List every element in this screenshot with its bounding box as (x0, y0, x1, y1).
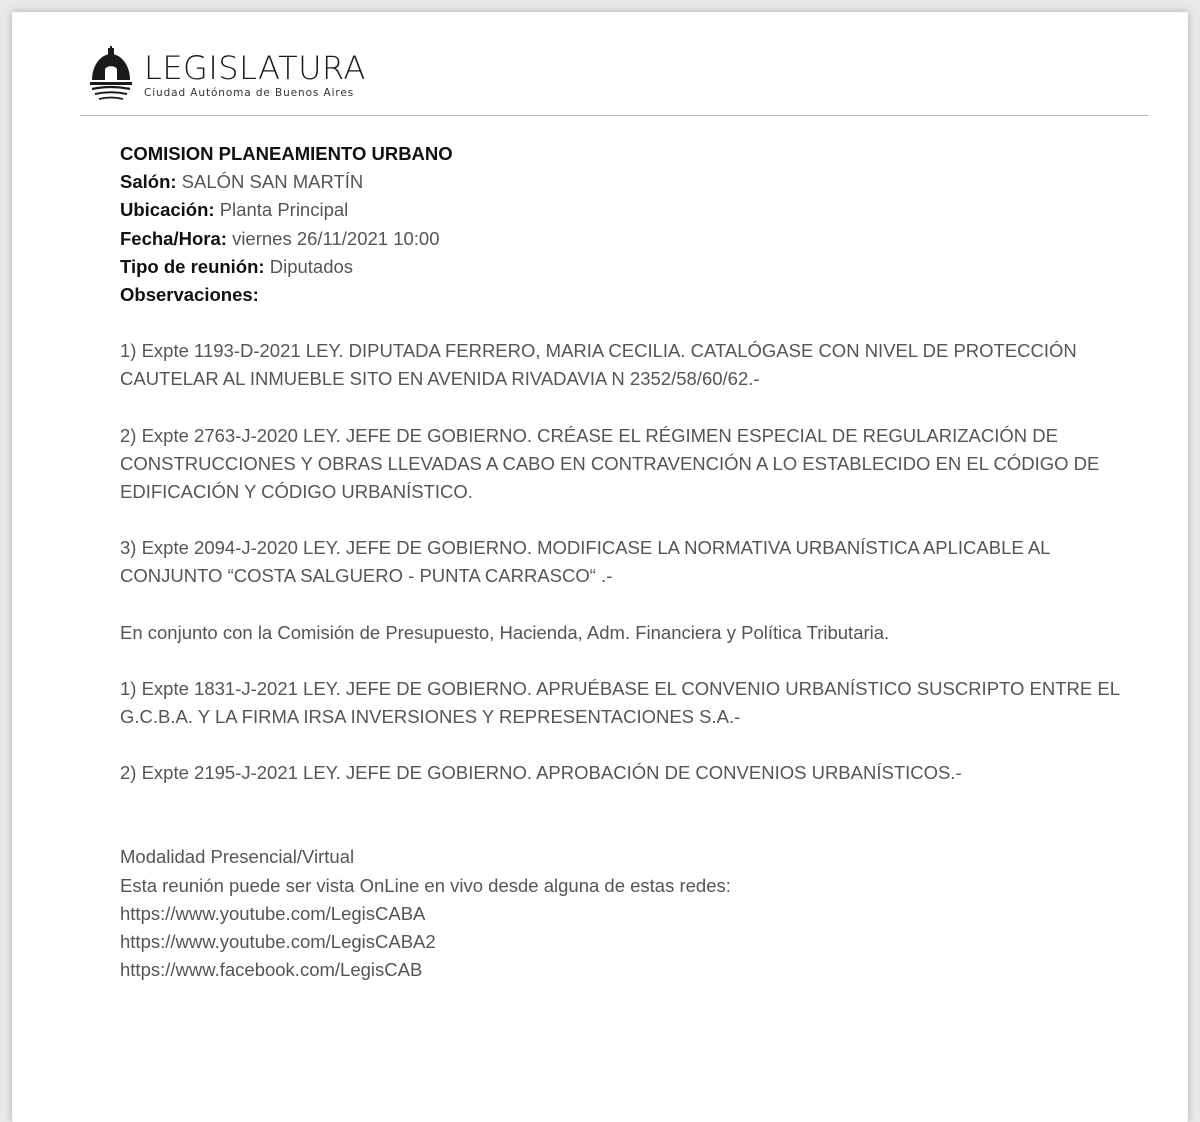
field-observaciones (120, 281, 1120, 309)
field-value: Diputados (269, 255, 354, 277)
field-tipo-reunion (120, 253, 1120, 281)
org-subtitle: Ciudad Autónoma de Buenos Aires (144, 87, 355, 99)
joint-agenda-item: 1) Expte 1831-J-2021 LEY. JEFE DE GOBIERNO. APRUÉBASE EL CONVENIO URBANÍSTICO SUSCRIPTO ENTRE EL G.C.B.A. Y LA FIRMA IRSA INVERSIONES Y REPRESENTACIONES S.A.- (120, 677, 1120, 728)
field-value: Planta Principal (219, 199, 349, 221)
field-label: Tipo de reunión: (120, 255, 265, 277)
agenda-item: 1) Expte 1193-D-2021 LEY. DIPUTADA FERRERO, MARIA CECILIA. CATALÓGASE CON NIVEL DE PROTECCIÓN CAUTELAR AL INMUEBLE SITO EN AVENIDA RIVADAVIA N 2352/58/60/62.- (120, 340, 1077, 390)
stream-note: Esta reunión puede ser vista OnLine en vivo desde alguna de estas redes: (120, 874, 731, 896)
field-label: Observaciones: (120, 284, 259, 306)
field-value: SALÓN SAN MARTÍN (181, 171, 364, 193)
legislature-dome-icon (88, 46, 134, 104)
field-label: Fecha/Hora: (120, 227, 227, 249)
header-divider (80, 115, 1148, 116)
joint-commission-note: En conjunto con la Comisión de Presupuesto, Hacienda, Adm. Financiera y Política Tributaria. (120, 621, 890, 643)
spacer (120, 591, 1120, 619)
spacer (120, 506, 1120, 534)
field-ubicacion (120, 196, 1120, 224)
field-salon (120, 168, 1120, 196)
spacer (120, 309, 1120, 337)
spacer (120, 647, 1120, 675)
spacer (120, 731, 1120, 759)
field-label: Ubicación: (120, 199, 215, 221)
agenda-item: 2) Expte 2763-J-2020 LEY. JEFE DE GOBIERNO. CRÉASE EL RÉGIMEN ESPECIAL DE REGULARIZACIÓN DE CONSTRUCCIONES Y OBRAS LLEVADAS A CABO EN CONTRAVENCIÓN A LO ESTABLECIDO EN EL CÓDIGO DE EDIFICACIÓN Y CÓDIGO URBANÍSTICO. (120, 424, 1100, 503)
legislatura-logo (88, 40, 366, 110)
meeting-notice (120, 140, 1120, 984)
document-page (12, 12, 1188, 1122)
facebook-link[interactable]: https://www.facebook.com/LegisCAB (120, 959, 423, 981)
agenda-item: 3) Expte 2094-J-2020 LEY. JEFE DE GOBIERNO. MODIFICASE LA NORMATIVA URBANÍSTICA APLICABLE AL CONJUNTO “COSTA SALGUERO - PUNTA CARRASCO“ .- (120, 537, 1050, 587)
youtube-link-2[interactable]: https://www.youtube.com/LegisCABA2 (120, 931, 436, 953)
field-value: viernes 26/11/2021 10:00 (232, 227, 440, 249)
joint-agenda-item: 2) Expte 2195-J-2021 LEY. JEFE DE GOBIERNO. APROBACIÓN DE CONVENIOS URBANÍSTICOS.- (120, 762, 962, 784)
field-label: Salón: (120, 171, 177, 193)
spacer (120, 787, 1120, 843)
modality-text: Modalidad Presencial/Virtual (120, 846, 355, 868)
commission-title: COMISION PLANEAMIENTO URBANO (120, 143, 453, 164)
youtube-link[interactable]: https://www.youtube.com/LegisCABA (120, 902, 426, 924)
spacer (120, 394, 1120, 422)
field-fecha-hora (120, 225, 1120, 253)
org-name: LEGISLATURA (144, 49, 366, 87)
